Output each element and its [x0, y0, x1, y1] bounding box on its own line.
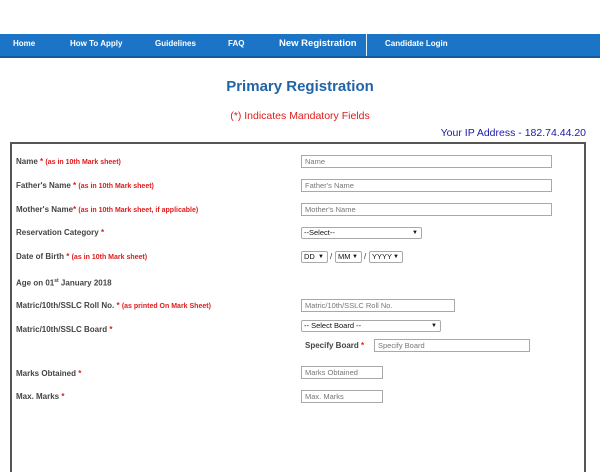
nav-how-to-apply[interactable]: How To Apply: [70, 39, 123, 48]
marks-obtained-input[interactable]: [301, 366, 383, 379]
max-marks-label: Max. Marks *: [16, 392, 65, 401]
reservation-category-label: Reservation Category *: [16, 228, 105, 237]
date-separator: /: [330, 252, 333, 261]
mandatory-fields-note: (*) Indicates Mandatory Fields: [230, 110, 370, 122]
page-title: Primary Registration: [226, 78, 374, 95]
name-input[interactable]: [301, 155, 552, 168]
roll-no-label: Matric/10th/SSLC Roll No. * (as printed On Mark Sheet): [16, 301, 211, 310]
board-label: Matric/10th/SSLC Board *: [16, 325, 113, 334]
dob-day-select[interactable]: DD ▼: [301, 251, 328, 263]
dropdown-arrow-icon: ▼: [412, 230, 418, 236]
mother-name-label: Mother's Name* (as in 10th Mark sheet, if applicable): [16, 205, 199, 214]
nav-divider: [366, 34, 367, 56]
dropdown-arrow-icon: ▼: [431, 323, 437, 329]
main-navigation: [0, 34, 600, 58]
name-label: Name * (as in 10th Mark sheet): [16, 157, 121, 166]
nav-home[interactable]: Home: [13, 39, 36, 48]
date-separator: /: [364, 252, 367, 261]
nav-faq[interactable]: FAQ: [228, 39, 245, 48]
dob-month-select[interactable]: MM ▼: [335, 251, 362, 263]
specify-board-input[interactable]: [374, 339, 530, 352]
reservation-category-select[interactable]: --Select-- ▼: [301, 227, 422, 239]
nav-guidelines[interactable]: Guidelines: [155, 39, 196, 48]
nav-candidate-login[interactable]: Candidate Login: [385, 39, 448, 48]
dropdown-arrow-icon: ▼: [318, 254, 324, 260]
marks-obtained-label: Marks Obtained *: [16, 369, 82, 378]
header-banner: [0, 0, 600, 34]
father-name-input[interactable]: [301, 179, 552, 192]
dob-year-select[interactable]: YYYY ▼: [369, 251, 403, 263]
specify-board-label: Specify Board *: [305, 341, 365, 350]
roll-no-input[interactable]: [301, 299, 455, 312]
dropdown-arrow-icon: ▼: [352, 254, 358, 260]
mother-name-input[interactable]: [301, 203, 552, 216]
dob-label: Date of Birth * (as in 10th Mark sheet): [16, 252, 148, 261]
nav-new-registration[interactable]: New Registration: [279, 38, 357, 49]
ip-address-text: Your IP Address - 182.74.44.20: [440, 127, 586, 139]
board-select[interactable]: -- Select Board -- ▼: [301, 320, 441, 332]
max-marks-input[interactable]: [301, 390, 383, 403]
dropdown-arrow-icon: ▼: [393, 254, 399, 260]
age-label: Age on 01st January 2018: [16, 278, 112, 288]
father-name-label: Father's Name * (as in 10th Mark sheet): [16, 181, 154, 190]
